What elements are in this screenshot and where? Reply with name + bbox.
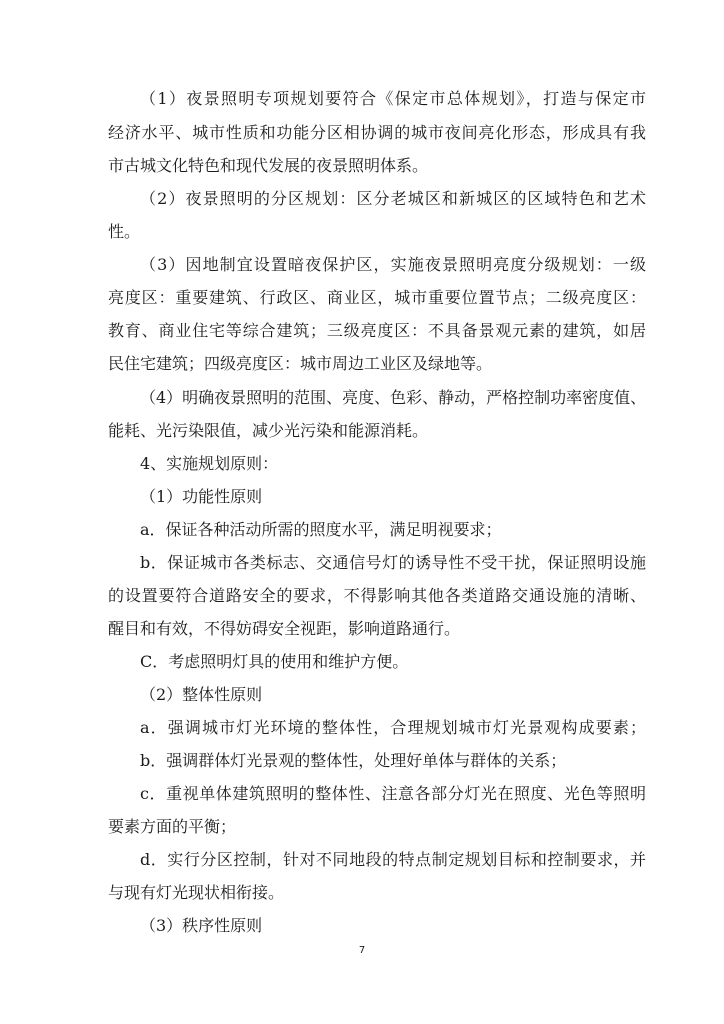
text-line: 性。	[108, 222, 141, 241]
text-line: 民住宅建筑；四级亮度区：城市周边工业区及绿地等。	[108, 354, 493, 373]
text-line: b．保证城市各类标志、交通信号灯的诱导性不受干扰，保证照明设施	[140, 553, 646, 572]
text-line: 教育、商业住宅等综合建筑；三级亮度区：不具备景观元素的建筑，如居	[108, 321, 646, 340]
text-line: C．考虑照明灯具的使用和维护方便。	[140, 652, 409, 671]
text-line: （3）因地制宜设置暗夜保护区，实施夜景照明亮度分级规划：一级	[140, 255, 646, 274]
text-line: c．重视单体建筑照明的整体性、注意各部分灯光在照度、光色等照明	[140, 784, 646, 803]
text-line: 要素方面的平衡；	[108, 817, 237, 836]
section-heading: 4、实施规划原则：	[140, 454, 279, 473]
page-number: 7	[358, 945, 366, 956]
text-line: d．实行分区控制，针对不同地段的特点制定规划目标和控制要求，并	[140, 850, 646, 869]
text-line: 与现有灯光现状相衔接。	[108, 883, 285, 902]
text-line: 能耗、光污染限值，减少光污染和能源消耗。	[108, 421, 429, 440]
text-line: 市古城文化特色和现代发展的夜景照明体系。	[108, 156, 429, 175]
text-line: 亮度区：重要建筑、行政区、商业区，城市重要位置节点；二级亮度区：	[108, 288, 646, 307]
text-line: （2）夜景照明的分区规划：区分老城区和新城区的区域特色和艺术	[140, 189, 646, 208]
text-line: （1）夜景照明专项规划要符合《保定市总体规划》，打造与保定市	[140, 89, 646, 108]
subsection-heading: （2）整体性原则	[140, 685, 263, 704]
text-line: a．强调城市灯光环境的整体性，合理规划城市灯光景观构成要素；	[140, 718, 646, 737]
text-line: 的设置要符合道路安全的要求，不得影响其他各类道路交通设施的清晰、	[108, 586, 646, 605]
subsection-heading: （3）秩序性原则	[140, 916, 263, 935]
text-line: （4）明确夜景照明的范围、亮度、色彩、静动，严格控制功率密度值、	[140, 388, 647, 407]
subsection-heading: （1）功能性原则	[140, 487, 263, 506]
text-line: a．保证各种活动所需的照度水平，满足明视要求；	[140, 520, 502, 539]
text-line: 经济水平、城市性质和功能分区相协调的城市夜间亮化形态，形成具有我	[108, 123, 646, 142]
text-line: b．强调群体灯光景观的整体性，处理好单体与群体的关系；	[140, 751, 567, 770]
text-line: 醒目和有效，不得妨碍安全视距，影响道路通行。	[108, 619, 461, 638]
